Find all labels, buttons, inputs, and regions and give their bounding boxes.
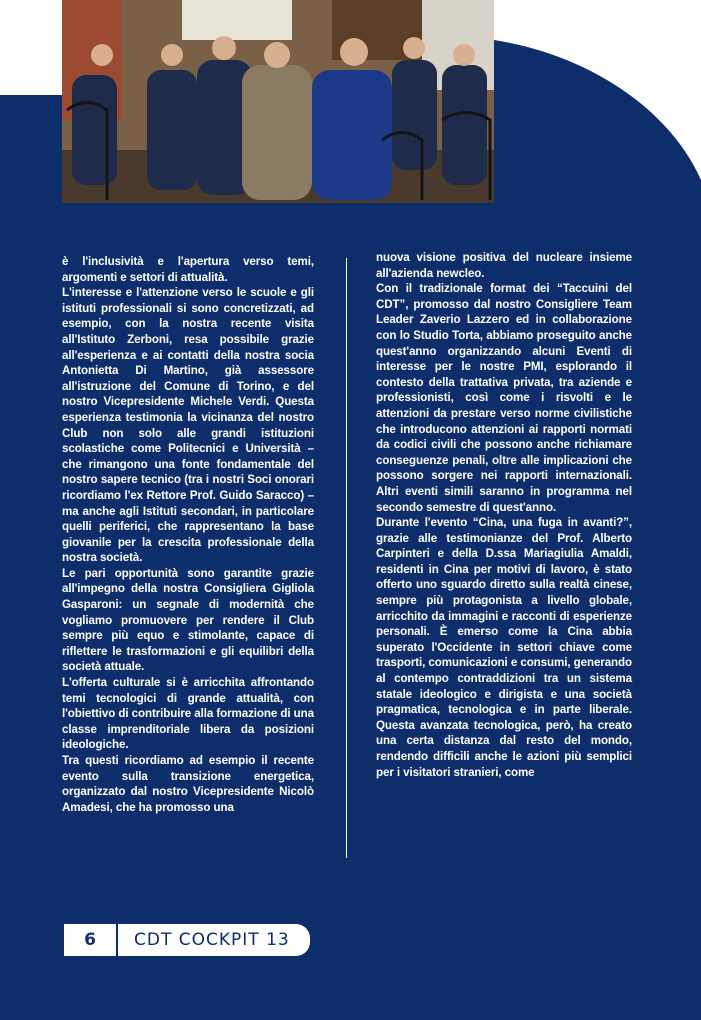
page-number: 6 xyxy=(84,930,96,950)
paragraph: è l'inclusività e l'apertura verso temi, argomenti e settori di attualità. xyxy=(62,255,314,284)
article-column-left xyxy=(62,254,314,815)
paragraph: L'interesse e l'attenzione verso le scuole e gli istituti professionali si sono concretizzati, ad esempio, con la nostra recente visita all'Istituto Zerboni, resa possibile grazie all'esperienza e ai contatti della nostra socia Antonietta Di Martino, già assessore all'istruzione del Comune di Torino, e del nostro Vicepresidente Michele Verdi. Questa esperienza testimonia la vicinanza del nostro Club non solo alle grandi istituzioni scolastiche come Politecnici e Università – che rimangono una fonte fondamentale del nostro sapere tecnico (tra i nostri Soci onorari ricordiamo l'ex Rettore Prof. Guido Saracco) – ma anche agli Istituti secondari, in particolare quelli periferici, che rappresentano la base giovanile per la crescita professionale della nostra società. xyxy=(62,286,314,565)
paragraph: nuova visione positiva del nucleare insieme all'azienda newcleo. xyxy=(376,251,632,280)
paragraph: Durante l'evento “Cina, una fuga in avanti?”, grazie alle testimonianze del Prof. Alberto Carpinteri e della D.ssa Mariagiulia Amaldi, residenti in Cina per motivi di lavoro, è stato offerto uno sguardo diretto sulla realtà cinese, sempre più protagonista a livello globale, arricchito da immagini e racconti di esperienze personali. È emerso come la Cina abbia superato l'Occidente in settori chiave come trasporti, comunicazioni e consumi, generando al contempo contraddizioni tra un sistema statale ideologico e dirigista e una società pragmatica, tecnologica e in parte liberale. Questa avanzata tecnologica, però, ha creato una certa distanza dal resto del mondo, rendendo difficili anche le azioni più semplici per i visitatori stranieri, come xyxy=(376,516,632,779)
paragraph: Tra questi ricordiamo ad esempio il recente evento sulla transizione energetica, organizzato dal nostro Vicepresidente Nicolò Amadesi, che ha promosso una xyxy=(62,754,314,814)
paragraph: L'offerta culturale si è arricchita affrontando temi tecnologici di grande attualità, con l'obiettivo di contribuire alla formazione di una classe imprenditoriale libera da posizioni ideologiche. xyxy=(62,676,314,752)
column-divider xyxy=(346,258,347,858)
paragraph: Le pari opportunità sono garantite grazie all'impegno della nostra Consigliera Gigliola Gasparoni: un segnale di modernità che vogliamo promuovere per rendere il Club sempre più equo e stimolante, capace di riflettere le trasformazioni e gli equilibri della società attuale. xyxy=(62,566,314,674)
event-photo xyxy=(62,0,494,203)
magazine-title: CDT COCKPIT 13 xyxy=(134,930,290,950)
page-footer xyxy=(64,924,310,956)
paragraph: Con il tradizionale format dei “Taccuini del CDT”, promosso dal nostro Consigliere Team Leader Zaverio Lazzero ed in collaborazione con lo Studio Torta, abbiamo proseguito anche quest'anno organizzando alcuni Eventi di interesse per le nostre PMI, esplorando il contesto della trattativa privata, tra aziende e professionisti, così come i risvolti e le attenzioni da prestare verso norme civilistiche che introducono attenzioni ai rapporti normati da codici civili che possono anche richiamare conseguenze penali, oltre alle implicazioni che possono sorgere nei rapporti internazionali. Altri eventi simili saranno in programma nel secondo semestre di quest'anno. xyxy=(376,282,632,514)
article-column-right xyxy=(376,250,632,780)
